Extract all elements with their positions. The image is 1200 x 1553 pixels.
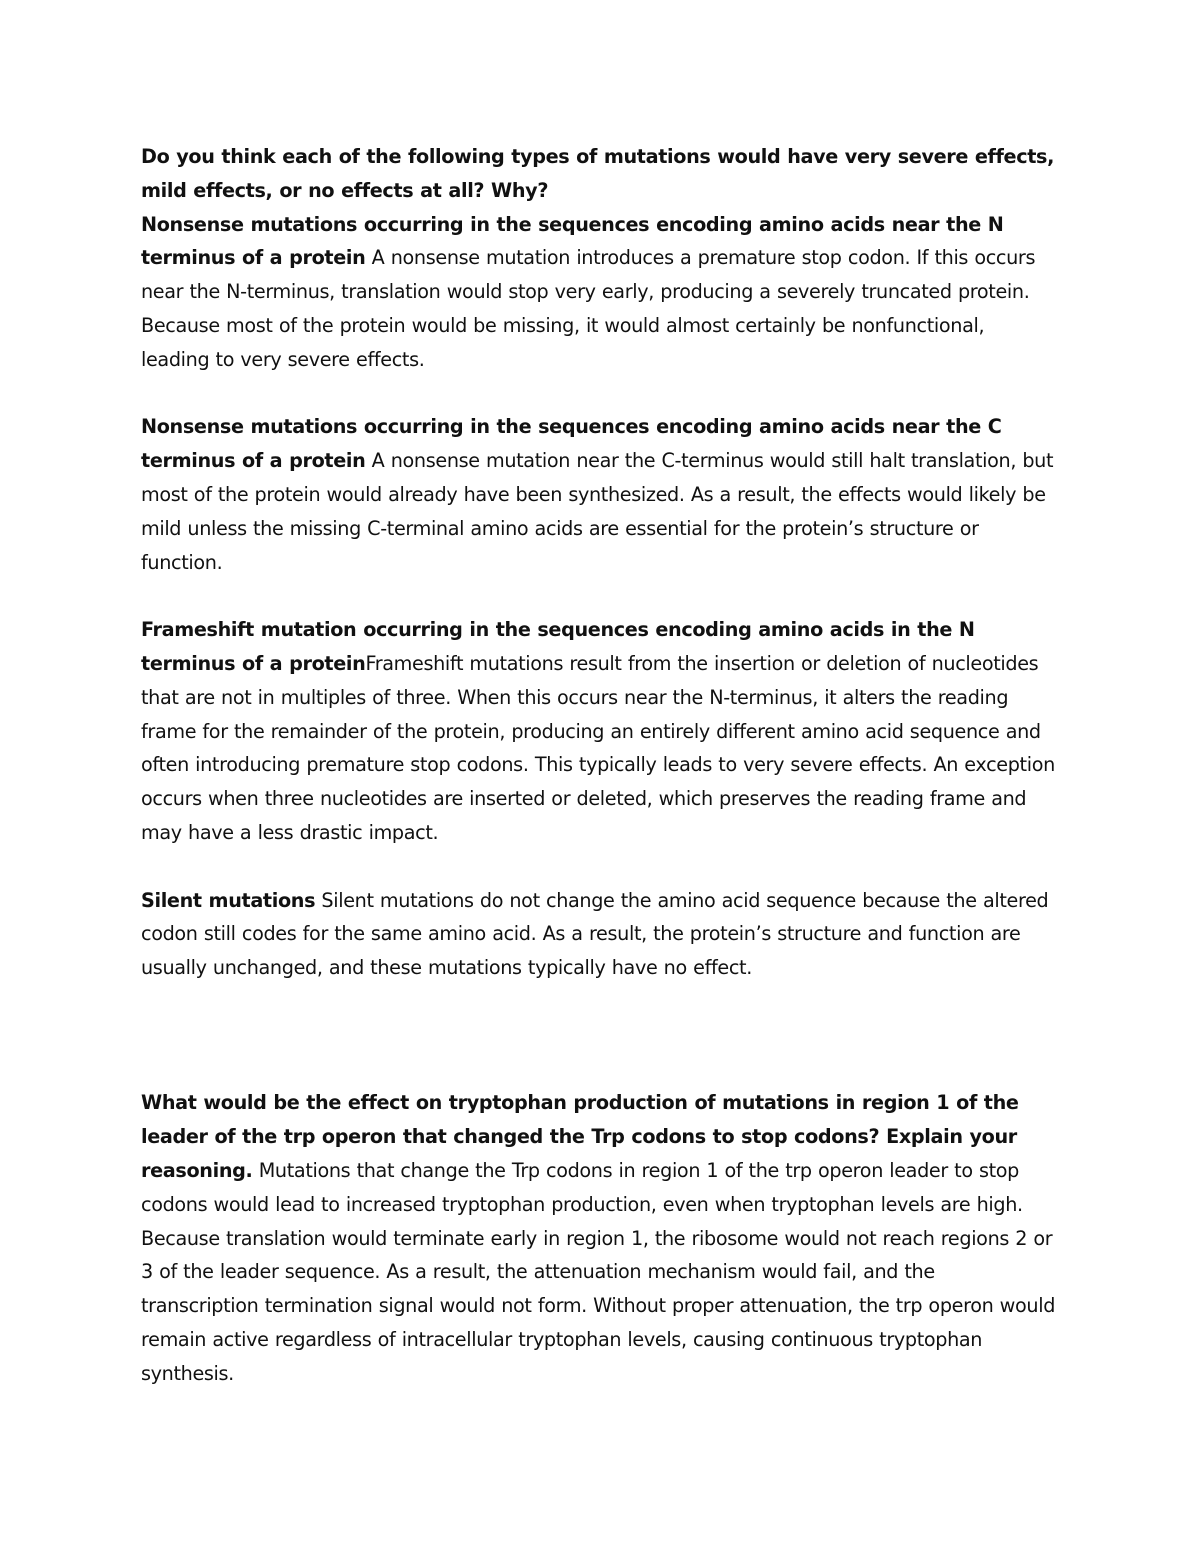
trp-operon-question: [141, 1086, 1056, 1390]
item-heading: Nonsense mutations occurring in the sequences encoding amino acids near the N terminus of a protein: [141, 212, 1004, 270]
item-frameshift-n-terminus: [141, 613, 1056, 850]
intro-question: [141, 140, 1056, 208]
item-answer: A nonsense mutation near the C-terminus would still halt translation, but most of the protein would already have been synthesized. As a result, the effects would likely be mild unless the missing C-terminal amino acids are essential for the protein’s structure or function.: [141, 449, 1054, 574]
paragraph-spacer: [141, 579, 1056, 613]
item-answer: Silent mutations do not change the amino acid sequence because the altered codon still codes for the same amino acid. As a result, the protein’s structure and function are usually unchanged, and these mutations typically have no effect.: [141, 888, 1049, 980]
paragraph-spacer: [141, 850, 1056, 884]
item-heading: Frameshift mutation occurring in the sequences encoding amino acids in the N terminus of a protein: [141, 618, 975, 675]
item-heading: Nonsense mutations occurring in the sequences encoding amino acids near the C terminus of a protein: [141, 415, 1002, 473]
item-nonsense-c-terminus: [141, 410, 1056, 579]
paragraph-spacer: [141, 377, 1056, 411]
item-heading: Silent mutations: [141, 888, 316, 912]
intro-question-text: Do you think each of the following types of mutations would have very severe effects, mild effects, or no effects at all? Why?: [141, 145, 1055, 202]
item-silent-mutations: [141, 884, 1056, 985]
trp-question-period: .: [245, 1158, 253, 1182]
item-nonsense-n-terminus: [141, 208, 1056, 377]
item-answer: A nonsense mutation introduces a premature stop codon. If this occurs near the N-terminus, translation would stop very early, producing a severely truncated protein. Because most of the protein would be missing, it would almost certainly be nonfunctional, leading to very severe effects.: [141, 246, 1036, 371]
section-spacer: [141, 985, 1056, 1086]
trp-answer: Mutations that change the Trp codons in region 1 of the trp operon leader to stop codons would lead to increased tryptophan production, even when tryptophan levels are high. Because translation would terminate early in region 1, the ribosome would not reach regions 2 or 3 of the leader sequence. As a result, the attenuation mechanism would fail, and the transcription termination signal would not form. Without proper attenuation, the trp operon would remain active regardless of intracellular tryptophan levels, causing continuous tryptophan synthesis.: [141, 1158, 1056, 1385]
trp-question-text: What would be the effect on tryptophan production of mutations in region 1 of the leader of the trp operon that changed the Trp codons to stop codons? Explain your reasoning: [141, 1091, 1019, 1182]
item-answer: Frameshift mutations result from the insertion or deletion of nucleotides that are not in multiples of three. When this occurs near the N-terminus, it alters the reading frame for the remainder of the protein, producing an entirely different amino acid sequence and often introducing premature stop codons. This typically leads to very severe effects. An exception occurs when three nucleotides are inserted or deleted, which preserves the reading frame and may have a less drastic impact.: [141, 651, 1055, 844]
document-page: [141, 140, 1056, 1390]
